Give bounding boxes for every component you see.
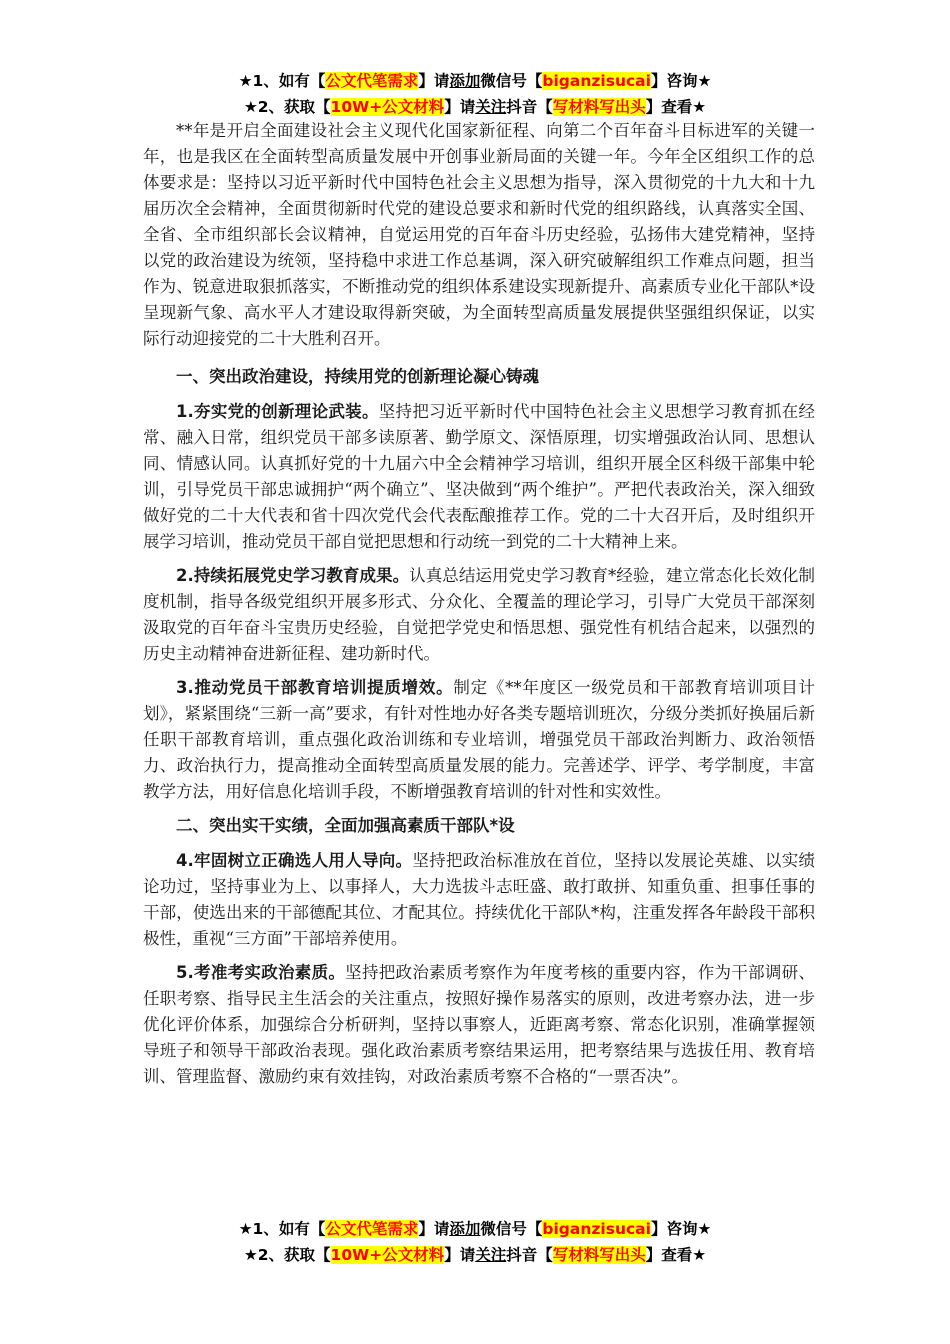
item-text: 坚持把政治标准放在首位，坚持以发展论英雄、以实绩论功过，坚持事业为上、以事择人，大力选拔斗志旺盛、敢打敢拼、知重负重、担事任事的干部，使选出来的干部德配其位、才配其位。持续优化干部队*构，注重发挥各年龄段干部积极性，重视“三方面”干部培养使用。 (143, 851, 816, 948)
section-heading-1: 一、突出政治建设，持续用党的创新理论凝心铸魂 (176, 367, 539, 386)
promo-line-1 (0, 1216, 950, 1242)
item-text: 坚持把习近平新时代中国特色社会主义思想学习教育抓在经常、融入日常，组织党员干部多读原著、勤学原文、深悟原理，切实增强政治认同、思想认同、情感认同。认真抓好党的十九届六中全会精神学习培训，组织开展全区科级干部集中轮训，引导党员干部忠诚拥护“两个确立”、坚决做到“两个维护”。严把代表政治关，深入细致做好党的二十大代表和省十四次党代会代表酝酿推荐工作。党的二十大召开后，及时组织开展学习培训，推动党员干部自觉把思想和行动统一到党的二十大精神上来。 (143, 402, 816, 551)
promo-highlight: 10W+公文材料 (330, 1246, 445, 1264)
section-heading-2: 二、突出实干实绩，全面加强高素质干部队*设 (176, 816, 515, 835)
promo-underlined: 添加 (449, 1220, 481, 1238)
promo-text: 】请 (418, 72, 450, 90)
promo-highlight: biganzisucai (542, 72, 651, 90)
promo-line-2 (0, 1242, 950, 1268)
promo-footer (0, 1216, 950, 1268)
promo-text: 微信号【 (480, 72, 543, 90)
promo-underlined: 关注 (475, 98, 507, 116)
promo-underlined: 添加 (449, 72, 481, 90)
promo-highlight: biganzisucai (542, 1220, 651, 1238)
promo-text: 】咨询★ (650, 72, 712, 90)
promo-text: 】请 (418, 1220, 450, 1238)
paragraph-item-1 (143, 399, 815, 555)
item-text: 认真总结运用党史学习教育*经验，建立常态化长效化制度机制，指导各级党组织开展多形式、分众化、全覆盖的理论学习，引导广大党员干部深刻汲取党的百年奋斗宝贵历史经验，自觉把学党史和悟思想、强党性有机结合起来，以强烈的历史主动精神奋进新征程、建功新时代。 (143, 566, 816, 663)
promo-text: 抖音【 (506, 98, 553, 116)
item-text: 坚持把政治素质考察作为年度考核的重要内容，作为干部调研、任职考察、指导民主生活会的关注重点，按照好操作易落实的原则，改进考察办法，进一步优化评价体系，加强综合分析研判，坚持以事察人，近距离考察、常态化识别，准确掌握领导班子和领导干部政治表现。强化政治素质考察结果运用，把考察结果与选拔任用、教育培训、管理监督、激励约束有效挂钩，对政治素质考察不合格的“一票否决”。 (143, 963, 816, 1086)
promo-highlight: 写材料写出头 (552, 98, 646, 116)
promo-text: 抖音【 (506, 1246, 553, 1264)
promo-header (0, 68, 950, 120)
promo-highlight: 写材料写出头 (552, 1246, 646, 1264)
promo-text: 】查看★ (645, 98, 707, 116)
item-title: 4.牢固树立正确选人用人导向。 (176, 851, 413, 870)
promo-text: 】查看★ (645, 1246, 707, 1264)
intro-paragraph: **年是开启全面建设社会主义现代化国家新征程、向第二个百年奋斗目标进军的关键一年，也是我区在全面转型高质量发展中开创事业新局面的关键一年。今年全区组织工作的总体要求是：坚持以习近平新时代中国特色社会主义思想为指导，深入贯彻党的十九大和十九届历次全会精神，全面贯彻新时代党的建设总要求和新时代党的组织路线，认真落实全国、全省、全市组织部长会议精神，自觉运用党的百年奋斗历史经验，弘扬伟大建党精神，坚持以党的政治建设为统领，坚持稳中求进工作总基调，深入研究破解组织工作难点问题，担当作为、锐意进取狠抓落实，不断推动党的组织体系建设实现新提升、高素质专业化干部队*设呈现新气象、高水平人才建设取得新突破，为全面转型高质量发展提供坚强组织保证，以实际行动迎接党的二十大胜利召开。 (143, 121, 815, 348)
promo-text: 】请 (444, 98, 476, 116)
promo-line-1 (0, 68, 950, 94)
paragraph-item-5 (143, 960, 815, 1090)
promo-highlight: 10W+公文材料 (330, 98, 445, 116)
paragraph-item-3 (143, 675, 815, 805)
paragraph-item-2 (143, 563, 815, 667)
promo-text: 】请 (444, 1246, 476, 1264)
promo-text: ★2、获取【 (243, 98, 331, 116)
promo-highlight: 公文代笔需求 (325, 1220, 419, 1238)
item-title: 1.夯实党的创新理论武装。 (176, 402, 379, 421)
promo-text: ★1、如有【 (238, 1220, 326, 1238)
promo-line-2 (0, 94, 950, 120)
promo-text: ★2、获取【 (243, 1246, 331, 1264)
item-title: 3.推动党员干部教育培训提质增效。 (176, 678, 454, 697)
item-text: 制定《**年度区一级党员和干部教育培训项目计划》，紧紧围绕“三新一高”要求，有针对性地办好各类专题培训班次，分级分类抓好换届后新任职干部教育培训，重点强化政治训练和专业培训，增强党员干部政治判断力、政治领悟力、政治执行力，提高推动全面转型高质量发展的能力。完善述学、评学、考学制度，丰富教学方法，用好信息化培训手段，不断增强教育培训的针对性和实效性。 (143, 678, 816, 801)
item-title: 5.考准考实政治素质。 (176, 963, 346, 982)
item-title: 2.持续拓展党史学习教育成果。 (176, 566, 410, 585)
promo-text: 】咨询★ (650, 1220, 712, 1238)
promo-highlight: 公文代笔需求 (325, 72, 419, 90)
promo-text: 微信号【 (480, 1220, 543, 1238)
promo-underlined: 关注 (475, 1246, 507, 1264)
paragraph-item-4 (143, 848, 815, 952)
document-body (143, 118, 815, 1098)
promo-text: ★1、如有【 (238, 72, 326, 90)
